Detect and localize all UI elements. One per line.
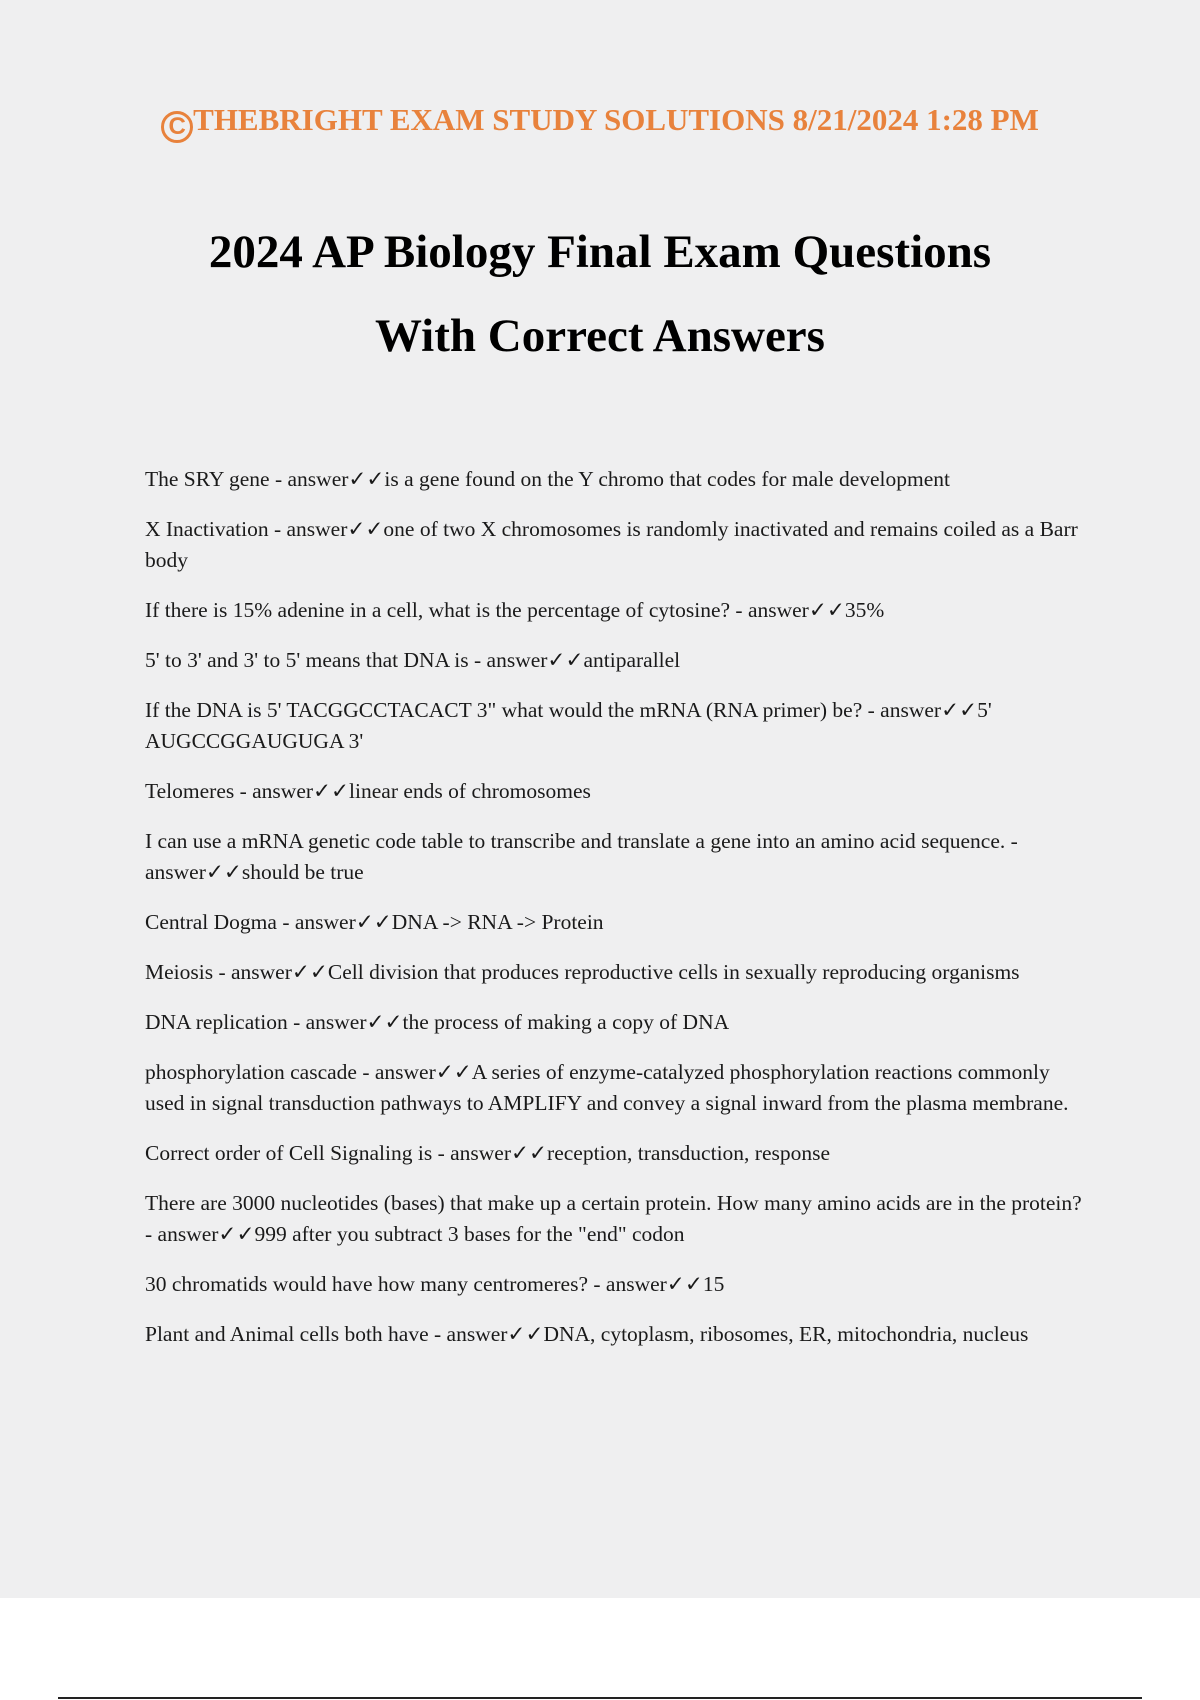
qa-item-phosphorylation-cascade: phosphorylation cascade - answer✓✓A series of enzyme-catalyzed phosphorylation reactions commonly used in signal transduction pathways to AMPLIFY and convey a signal inward from the plasma membrane. bbox=[145, 1060, 1069, 1115]
qa-item-genetic-code-table: I can use a mRNA genetic code table to transcribe and translate a gene into an amino acid sequence. - answer✓✓should be true bbox=[145, 829, 1018, 884]
copyright-header bbox=[0, 94, 1200, 146]
qa-item-adenine-cytosine: If there is 15% adenine in a cell, what is the percentage of cytosine? - answer✓✓35% bbox=[145, 598, 885, 622]
copyright-icon: C bbox=[161, 111, 193, 143]
page-separator-line bbox=[58, 1697, 1142, 1699]
header-text: THEBRIGHT EXAM STUDY SOLUTIONS 8/21/2024 1:28 PM bbox=[193, 102, 1039, 137]
qa-item-sry-gene: The SRY gene - answer✓✓is a gene found on the Y chromo that codes for male development bbox=[145, 467, 951, 491]
qa-item-x-inactivation: X Inactivation - answer✓✓one of two X chromosomes is randomly inactivated and remains coiled as a Barr body bbox=[145, 517, 1078, 572]
title-line-1: 2024 AP Biology Final Exam Questions bbox=[208, 226, 992, 278]
qa-item-cell-signaling: Correct order of Cell Signaling is - answer✓✓reception, transduction, response bbox=[145, 1141, 831, 1165]
document-title bbox=[0, 210, 1200, 378]
qa-item-dna-replication: DNA replication - answer✓✓the process of making a copy of DNA bbox=[145, 1010, 730, 1034]
qa-item-mrna-primer: If the DNA is 5' TACGGCCTACACT 3" what would the mRNA (RNA primer) be? - answer✓✓5' AUGCCGGAUGUGA 3' bbox=[145, 698, 992, 753]
qa-item-meiosis: Meiosis - answer✓✓Cell division that produces reproductive cells in sexually reproducing organisms bbox=[145, 960, 1020, 984]
qa-list bbox=[145, 464, 1085, 1369]
qa-item-plant-animal-cells: Plant and Animal cells both have - answer✓✓DNA, cytoplasm, ribosomes, ER, mitochondria, nucleus bbox=[145, 1322, 1029, 1346]
qa-item-antiparallel: 5' to 3' and 3' to 5' means that DNA is - answer✓✓antiparallel bbox=[145, 648, 681, 672]
qa-item-telomeres: Telomeres - answer✓✓linear ends of chromosomes bbox=[145, 779, 591, 803]
qa-item-chromatids: 30 chromatids would have how many centromeres? - answer✓✓15 bbox=[145, 1272, 725, 1296]
title-line-2: With Correct Answers bbox=[375, 310, 825, 362]
qa-item-central-dogma: Central Dogma - answer✓✓DNA -> RNA -> Protein bbox=[145, 910, 604, 934]
qa-item-nucleotides-amino-acids: There are 3000 nucleotides (bases) that make up a certain protein. How many amino acids are in the protein? - answer✓✓999 after you subtract 3 bases for the "end" codon bbox=[145, 1191, 1082, 1246]
